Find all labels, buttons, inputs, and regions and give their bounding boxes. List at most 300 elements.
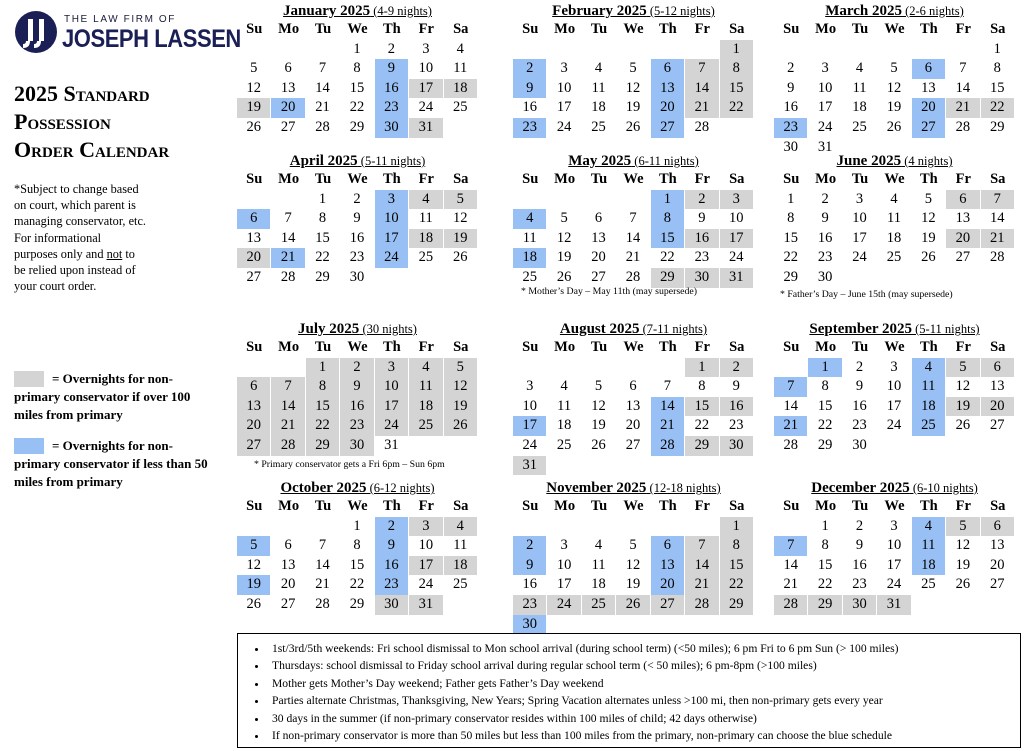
day-cell: 25 xyxy=(513,268,547,288)
month-title xyxy=(237,479,478,497)
day-cell: 5 xyxy=(616,536,650,556)
day-cell: 20 xyxy=(582,248,616,268)
day-cell: 6 xyxy=(981,358,1015,378)
day-cell: 22 xyxy=(685,416,719,436)
day-cell: 28 xyxy=(946,118,980,138)
weekday-header: Th xyxy=(920,21,938,37)
day-cell: 25 xyxy=(912,575,946,595)
day-cell: 26 xyxy=(237,118,271,138)
day-cell: 5 xyxy=(616,59,650,79)
day-cell: 17 xyxy=(720,229,754,249)
day-cell: 8 xyxy=(651,209,685,229)
weekday-header: Tu xyxy=(851,339,869,355)
weekday-header: Sa xyxy=(990,498,1006,514)
day-cell: 9 xyxy=(843,536,877,556)
day-cell: 6 xyxy=(651,536,685,556)
day-cell: 19 xyxy=(616,575,650,595)
rule-item: • Parties alternate Christmas, Thanksgiving, New Years; Spring Vacation alternates unless >100 mi, then non-primary gets every year xyxy=(268,692,1020,709)
weekday-header: Tu xyxy=(590,21,608,37)
day-cell: 13 xyxy=(946,209,980,229)
weekday-header: Th xyxy=(920,339,938,355)
day-cell: 1 xyxy=(720,517,754,537)
weekday-header: Fr xyxy=(418,498,434,514)
empty-cell xyxy=(547,40,581,60)
day-cell: 4 xyxy=(843,59,877,79)
month-november xyxy=(513,479,754,649)
day-cell: 24 xyxy=(720,248,754,268)
empty-cell xyxy=(946,40,980,60)
weekday-header: Th xyxy=(383,498,401,514)
day-cell: 2 xyxy=(513,59,547,79)
day-cell: 27 xyxy=(981,416,1015,436)
day-cell: 10 xyxy=(877,377,911,397)
day-cell: 22 xyxy=(306,416,340,436)
day-cell: 30 xyxy=(340,436,374,456)
day-cell: 18 xyxy=(877,229,911,249)
weekday-header: Tu xyxy=(590,171,608,187)
day-cell: 3 xyxy=(547,59,581,79)
day-cell: 17 xyxy=(547,575,581,595)
day-cell: 6 xyxy=(981,517,1015,537)
day-cell: 25 xyxy=(409,416,443,436)
weekday-header: Tu xyxy=(851,171,869,187)
day-cell: 16 xyxy=(774,98,808,118)
day-cell: 6 xyxy=(582,209,616,229)
day-cell: 5 xyxy=(946,517,980,537)
day-cell: 8 xyxy=(808,536,842,556)
day-cell: 3 xyxy=(375,190,409,210)
month-nights: (12-18 nights) xyxy=(646,481,721,495)
day-cell: 24 xyxy=(547,118,581,138)
day-cell: 11 xyxy=(444,536,478,556)
day-cell: 30 xyxy=(843,595,877,615)
empty-cell xyxy=(616,190,650,210)
day-cell: 7 xyxy=(271,209,305,229)
day-cell: 19 xyxy=(547,248,581,268)
empty-cell xyxy=(616,40,650,60)
day-cell: 8 xyxy=(808,377,842,397)
weekday-header: Mo xyxy=(554,498,576,514)
day-cell: 26 xyxy=(616,595,650,615)
day-cell: 13 xyxy=(616,397,650,417)
day-cell: 5 xyxy=(444,190,478,210)
weekday-header: Fr xyxy=(694,171,710,187)
day-cell: 12 xyxy=(616,79,650,99)
day-cell: 24 xyxy=(877,575,911,595)
day-cell: 8 xyxy=(340,59,374,79)
weekday-header: We xyxy=(884,21,905,37)
day-cell: 10 xyxy=(843,209,877,229)
day-cell: 15 xyxy=(651,229,685,249)
day-cell: 25 xyxy=(444,575,478,595)
day-cell: 23 xyxy=(340,416,374,436)
day-cell: 28 xyxy=(271,268,305,288)
weekday-header: We xyxy=(884,498,905,514)
day-cell: 29 xyxy=(651,268,685,288)
empty-cell xyxy=(513,190,547,210)
month-name: April 2025 xyxy=(289,153,358,169)
day-cell: 9 xyxy=(774,79,808,99)
day-cell: 11 xyxy=(877,209,911,229)
day-cell: 6 xyxy=(912,59,946,79)
day-cell: 20 xyxy=(651,575,685,595)
day-cell: 14 xyxy=(981,209,1015,229)
weekday-header: Sa xyxy=(453,21,469,37)
day-cell: 30 xyxy=(774,138,808,158)
day-cell: 20 xyxy=(271,98,305,118)
weekday-header: Tu xyxy=(590,339,608,355)
day-cell: 15 xyxy=(685,397,719,417)
month-grid xyxy=(513,338,754,475)
day-cell: 3 xyxy=(375,358,409,378)
day-cell: 23 xyxy=(720,416,754,436)
weekday-header: Sa xyxy=(990,339,1006,355)
day-cell: 19 xyxy=(582,416,616,436)
month-title xyxy=(513,320,754,338)
day-cell: 5 xyxy=(946,358,980,378)
day-cell: 11 xyxy=(513,229,547,249)
day-cell: 15 xyxy=(981,79,1015,99)
day-cell: 18 xyxy=(444,79,478,99)
day-cell: 25 xyxy=(912,416,946,436)
day-cell: 6 xyxy=(271,536,305,556)
day-cell: 31 xyxy=(409,118,443,138)
day-cell: 8 xyxy=(720,59,754,79)
day-cell: 27 xyxy=(582,268,616,288)
day-cell: 4 xyxy=(582,536,616,556)
day-cell: 13 xyxy=(912,79,946,99)
day-cell: 7 xyxy=(981,190,1015,210)
day-cell: 26 xyxy=(582,436,616,456)
weekday-header: Sa xyxy=(453,339,469,355)
day-cell: 2 xyxy=(843,358,877,378)
day-cell: 15 xyxy=(774,229,808,249)
day-cell: 29 xyxy=(306,268,340,288)
weekday-header: Su xyxy=(522,339,539,355)
day-cell: 2 xyxy=(375,40,409,60)
empty-cell xyxy=(616,358,650,378)
weekday-header: Sa xyxy=(453,498,469,514)
weekday-header: Th xyxy=(383,171,401,187)
empty-cell xyxy=(547,517,581,537)
day-cell: 27 xyxy=(237,436,271,456)
day-cell: 17 xyxy=(808,98,842,118)
day-cell: 2 xyxy=(375,517,409,537)
day-cell: 18 xyxy=(582,575,616,595)
day-cell: 29 xyxy=(808,595,842,615)
day-cell: 16 xyxy=(843,397,877,417)
day-cell: 24 xyxy=(513,436,547,456)
empty-cell xyxy=(237,40,271,60)
day-cell: 21 xyxy=(774,416,808,436)
empty-cell xyxy=(513,358,547,378)
day-cell: 21 xyxy=(981,229,1015,249)
day-cell: 23 xyxy=(685,248,719,268)
day-cell: 2 xyxy=(340,190,374,210)
weekday-header: We xyxy=(623,21,644,37)
weekday-header: Th xyxy=(920,498,938,514)
day-cell: 15 xyxy=(306,229,340,249)
summer-note: * Primary conservator gets a Fri 6pm – Sun 6pm xyxy=(254,459,445,470)
day-cell: 19 xyxy=(237,98,271,118)
day-cell: 21 xyxy=(946,98,980,118)
weekday-header: Fr xyxy=(418,339,434,355)
day-cell: 24 xyxy=(409,575,443,595)
fathers-day-note: * Father’s Day – June 15th (may supersede) xyxy=(780,289,953,300)
month-nights: (5-11 nights) xyxy=(912,322,980,336)
law-firm-logo-icon xyxy=(14,10,58,54)
day-cell: 30 xyxy=(513,615,547,635)
empty-cell xyxy=(685,517,719,537)
day-cell: 30 xyxy=(685,268,719,288)
day-cell: 14 xyxy=(306,79,340,99)
day-cell: 15 xyxy=(340,556,374,576)
weekday-header: Mo xyxy=(278,498,300,514)
day-cell: 22 xyxy=(306,248,340,268)
rule-item: • 30 days in the summer (if non-primary conservator resides within 100 miles of child; 42 days otherwise) xyxy=(268,710,1020,727)
weekday-header: Mo xyxy=(278,171,300,187)
page-title: 2025 Standard Possession Order Calendar xyxy=(14,81,170,162)
weekday-header: Mo xyxy=(278,339,300,355)
day-cell: 4 xyxy=(547,377,581,397)
day-cell: 26 xyxy=(946,575,980,595)
day-cell: 11 xyxy=(912,377,946,397)
month-grid xyxy=(237,170,478,288)
day-cell: 18 xyxy=(582,98,616,118)
weekday-header: Su xyxy=(783,339,800,355)
month-march xyxy=(774,2,1015,172)
day-cell: 3 xyxy=(720,190,754,210)
day-cell: 21 xyxy=(616,248,650,268)
day-cell: 11 xyxy=(409,209,443,229)
month-grid xyxy=(774,170,1015,288)
day-cell: 19 xyxy=(946,556,980,576)
month-grid xyxy=(237,20,478,138)
day-cell: 21 xyxy=(651,416,685,436)
day-cell: 16 xyxy=(843,556,877,576)
day-cell: 14 xyxy=(616,229,650,249)
weekday-header: Su xyxy=(522,498,539,514)
month-nights: (5-12 nights) xyxy=(646,4,715,18)
empty-cell xyxy=(808,40,842,60)
weekday-header: We xyxy=(884,171,905,187)
day-cell: 23 xyxy=(808,248,842,268)
day-cell: 27 xyxy=(271,595,305,615)
day-cell: 6 xyxy=(237,377,271,397)
day-cell: 24 xyxy=(375,248,409,268)
weekday-header: We xyxy=(347,171,368,187)
day-cell: 31 xyxy=(720,268,754,288)
day-cell: 6 xyxy=(271,59,305,79)
day-cell: 3 xyxy=(409,517,443,537)
day-cell: 14 xyxy=(306,556,340,576)
day-cell: 10 xyxy=(409,536,443,556)
weekday-header: We xyxy=(623,171,644,187)
weekday-header: Th xyxy=(383,339,401,355)
day-cell: 29 xyxy=(340,118,374,138)
empty-cell xyxy=(774,40,808,60)
day-cell: 6 xyxy=(651,59,685,79)
day-cell: 18 xyxy=(409,397,443,417)
day-cell: 8 xyxy=(685,377,719,397)
day-cell: 7 xyxy=(651,377,685,397)
day-cell: 16 xyxy=(375,556,409,576)
day-cell: 15 xyxy=(340,79,374,99)
weekday-header: Mo xyxy=(554,339,576,355)
weekday-header: Tu xyxy=(314,498,332,514)
legend-blue-label: = Overnights for non-primary conservator if less than 50 miles from primary xyxy=(14,438,208,489)
weekday-header: Fr xyxy=(694,498,710,514)
month-name: June 2025 xyxy=(836,153,902,169)
day-cell: 10 xyxy=(375,209,409,229)
month-grid xyxy=(513,20,754,138)
day-cell: 28 xyxy=(685,595,719,615)
day-cell: 21 xyxy=(774,575,808,595)
day-cell: 26 xyxy=(877,118,911,138)
day-cell: 13 xyxy=(981,536,1015,556)
day-cell: 1 xyxy=(981,40,1015,60)
day-cell: 11 xyxy=(582,79,616,99)
month-title xyxy=(237,320,478,338)
empty-cell xyxy=(237,358,271,378)
day-cell: 7 xyxy=(774,377,808,397)
day-cell: 31 xyxy=(877,595,911,615)
empty-cell xyxy=(685,40,719,60)
day-cell: 19 xyxy=(946,397,980,417)
day-cell: 1 xyxy=(306,358,340,378)
day-cell: 30 xyxy=(340,268,374,288)
day-cell: 13 xyxy=(271,556,305,576)
day-cell: 2 xyxy=(513,536,547,556)
day-cell: 1 xyxy=(651,190,685,210)
day-cell: 15 xyxy=(306,397,340,417)
day-cell: 19 xyxy=(237,575,271,595)
day-cell: 23 xyxy=(375,98,409,118)
day-cell: 25 xyxy=(582,118,616,138)
weekday-header: Su xyxy=(522,171,539,187)
weekday-header: Sa xyxy=(990,171,1006,187)
day-cell: 20 xyxy=(912,98,946,118)
legend-gray-swatch xyxy=(14,371,44,387)
day-cell: 20 xyxy=(946,229,980,249)
day-cell: 18 xyxy=(912,397,946,417)
weekday-header: Tu xyxy=(851,21,869,37)
weekday-header: Fr xyxy=(955,21,971,37)
month-name: May 2025 xyxy=(568,153,632,169)
day-cell: 20 xyxy=(237,416,271,436)
day-cell: 9 xyxy=(808,209,842,229)
weekday-header: Sa xyxy=(729,171,745,187)
day-cell: 17 xyxy=(409,79,443,99)
month-title xyxy=(513,2,754,20)
day-cell: 8 xyxy=(774,209,808,229)
day-cell: 3 xyxy=(877,358,911,378)
empty-cell xyxy=(774,517,808,537)
weekday-header: Th xyxy=(383,21,401,37)
day-cell: 29 xyxy=(720,595,754,615)
day-cell: 12 xyxy=(912,209,946,229)
month-title xyxy=(237,2,478,20)
rule-item: • If non-primary conservator is more than 50 miles but less than 100 miles from the primary, non-primary can choose the blue schedule xyxy=(268,727,1020,744)
empty-cell xyxy=(582,40,616,60)
day-cell: 7 xyxy=(271,377,305,397)
weekday-header: Tu xyxy=(314,339,332,355)
day-cell: 22 xyxy=(808,416,842,436)
day-cell: 9 xyxy=(340,377,374,397)
day-cell: 27 xyxy=(651,118,685,138)
day-cell: 21 xyxy=(306,575,340,595)
day-cell: 28 xyxy=(306,118,340,138)
empty-cell xyxy=(271,190,305,210)
day-cell: 12 xyxy=(946,377,980,397)
day-cell: 20 xyxy=(237,248,271,268)
day-cell: 12 xyxy=(547,229,581,249)
month-grid xyxy=(774,20,1015,157)
day-cell: 14 xyxy=(774,397,808,417)
day-cell: 25 xyxy=(547,436,581,456)
day-cell: 25 xyxy=(582,595,616,615)
day-cell: 11 xyxy=(912,536,946,556)
day-cell: 10 xyxy=(877,536,911,556)
empty-cell xyxy=(582,190,616,210)
month-title xyxy=(774,320,1015,338)
day-cell: 1 xyxy=(774,190,808,210)
day-cell: 5 xyxy=(877,59,911,79)
day-cell: 12 xyxy=(444,377,478,397)
day-cell: 17 xyxy=(547,98,581,118)
rule-item: • Thursdays: school dismissal to Friday school arrival during regular school term (< 50 miles); 6 pm-8pm (>100 miles) xyxy=(268,657,1020,674)
day-cell: 20 xyxy=(981,397,1015,417)
day-cell: 2 xyxy=(685,190,719,210)
weekday-header: Tu xyxy=(314,171,332,187)
month-title xyxy=(513,479,754,497)
day-cell: 18 xyxy=(912,556,946,576)
day-cell: 9 xyxy=(720,377,754,397)
empty-cell xyxy=(547,358,581,378)
month-name: August 2025 xyxy=(559,321,640,337)
day-cell: 9 xyxy=(513,79,547,99)
day-cell: 17 xyxy=(409,556,443,576)
day-cell: 22 xyxy=(340,98,374,118)
day-cell: 9 xyxy=(513,556,547,576)
day-cell: 8 xyxy=(306,377,340,397)
day-cell: 25 xyxy=(877,248,911,268)
day-cell: 26 xyxy=(444,248,478,268)
firm-logo[interactable] xyxy=(14,10,241,58)
day-cell: 26 xyxy=(237,595,271,615)
day-cell: 1 xyxy=(340,517,374,537)
rules-box xyxy=(237,633,1021,748)
empty-cell xyxy=(513,517,547,537)
month-name: January 2025 xyxy=(283,3,371,19)
day-cell: 27 xyxy=(651,595,685,615)
day-cell: 7 xyxy=(616,209,650,229)
month-grid xyxy=(774,497,1015,615)
day-cell: 19 xyxy=(444,397,478,417)
empty-cell xyxy=(271,40,305,60)
weekday-header: Fr xyxy=(955,498,971,514)
day-cell: 14 xyxy=(946,79,980,99)
weekday-header: Sa xyxy=(729,498,745,514)
day-cell: 9 xyxy=(843,377,877,397)
month-january xyxy=(237,2,478,172)
weekday-header: Tu xyxy=(314,21,332,37)
weekday-header: Su xyxy=(246,339,263,355)
day-cell: 4 xyxy=(444,517,478,537)
rule-item: • 1st/3rd/5th weekends: Fri school dismissal to Mon school arrival (during school term) (<50 miles); 6 pm Fri to 6 pm Sun (> 100 miles) xyxy=(268,640,1020,657)
day-cell: 14 xyxy=(774,556,808,576)
empty-cell xyxy=(651,358,685,378)
